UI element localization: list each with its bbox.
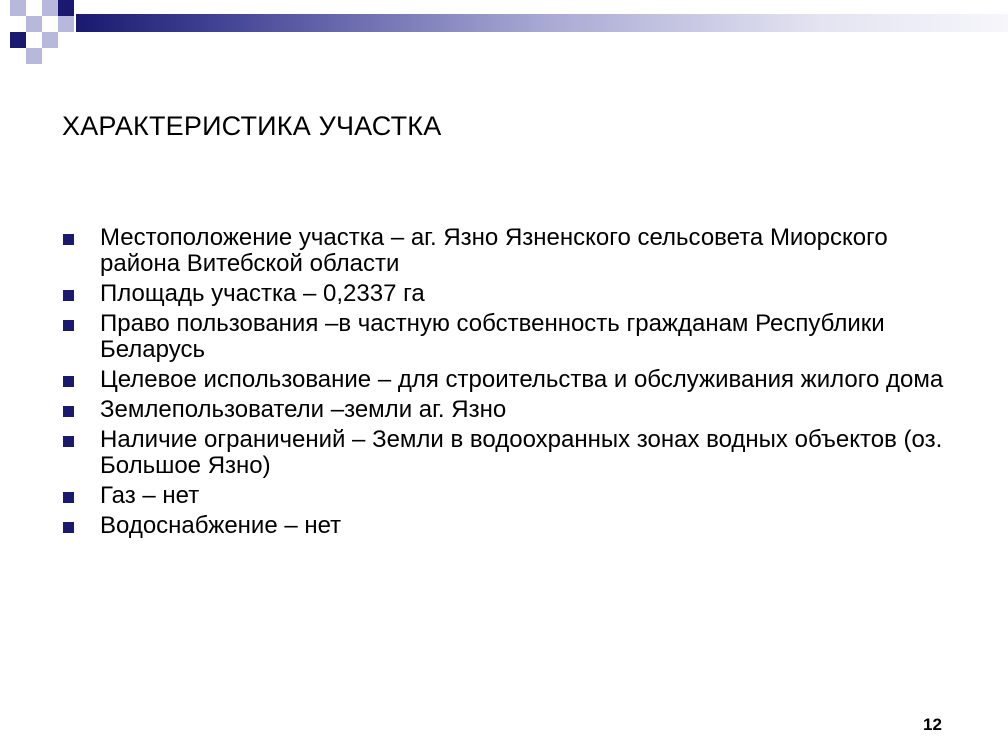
square-bullet-icon [63,406,74,417]
bullet-text: Землепользователи –земли аг. Язно [100,396,507,423]
square-bullet-icon [63,234,74,245]
deco-square-icon [26,16,42,32]
bullet-text: Местоположение участка – аг. Язно Язненского сельсовета Миорского района Витебской области [100,224,888,277]
bullet-item [62,311,962,363]
deco-square-icon [58,16,74,32]
bullet-item [62,397,962,423]
bullet-text: Газ – нет [100,482,200,509]
bullet-item [62,281,962,307]
bullet-item [62,225,962,277]
bullet-text: Площадь участка – 0,2337 га [100,280,425,307]
bullet-text: Водоснабжение – нет [100,512,342,539]
square-bullet-icon [63,290,74,301]
square-bullet-icon [63,376,74,387]
header-gradient-bar [76,14,1008,32]
deco-square-icon [58,0,74,16]
bullet-text: Право пользования –в частную собственность гражданам Республики Беларусь [100,310,885,363]
deco-square-icon [26,48,42,64]
deco-square-icon [10,32,26,48]
bullet-item [62,427,962,479]
bullet-list [62,225,962,543]
page-number: 12 [923,715,942,734]
square-bullet-icon [63,436,74,447]
square-bullet-icon [63,320,74,331]
bullet-item [62,367,962,393]
deco-square-icon [42,32,58,48]
deco-square-icon [10,0,26,16]
square-bullet-icon [63,492,74,503]
bullet-text: Целевое использование – для строительства и обслуживания жилого дома [100,366,944,393]
slide-title: ХАРАКТЕРИСТИКА УЧАСТКА [62,111,442,141]
deco-square-icon [42,0,58,16]
bullet-item [62,513,962,539]
bullet-item [62,483,962,509]
square-bullet-icon [63,522,74,533]
bullet-text: Наличие ограничений – Земли в водоохранных зонах водных объектов (оз. Большое Язно) [100,426,943,479]
